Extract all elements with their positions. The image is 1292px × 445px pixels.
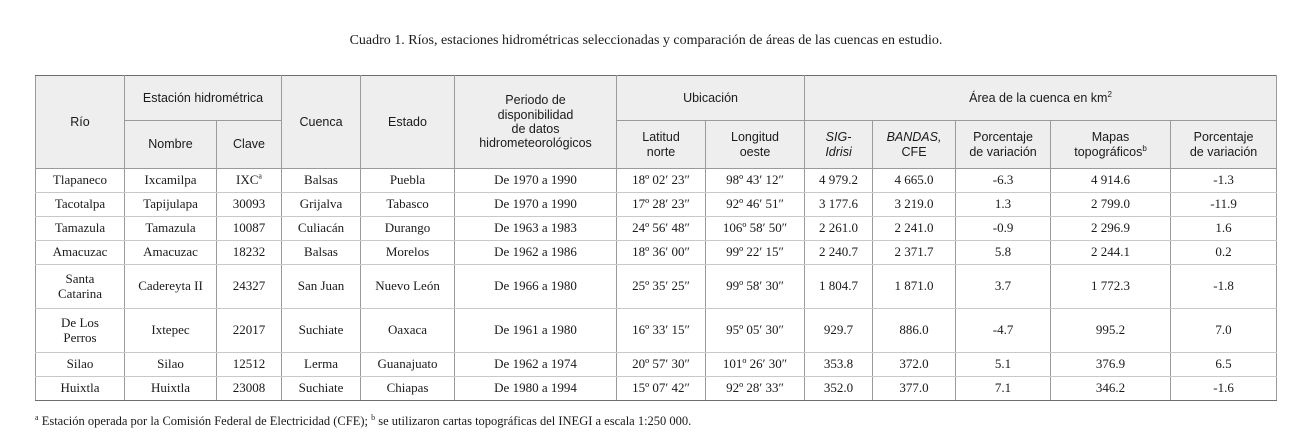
text-fragment: de datos [511,122,560,136]
text-fragment: De Los [61,314,99,330]
text-fragment: de variación [1189,144,1258,159]
text-fragment: a [258,171,262,181]
cell-cuenca: Culiacán [282,217,361,241]
cell-clave: 23008 [217,377,282,401]
cell-estado: Oaxaca [361,309,455,353]
cell-porcentaje-variacion-1: -4.7 [956,309,1051,353]
text-fragment: Longitud [731,130,779,145]
cell-nombre: Tapijulapa [125,193,217,217]
header-row-1 [36,76,1277,121]
cell-estado: Tabasco [361,193,455,217]
cell-cuenca: San Juan [282,265,361,309]
cell-cuenca: Balsas [282,241,361,265]
header-mapas [1051,121,1171,169]
cell-porcentaje-variacion-1: 5.8 [956,241,1051,265]
cell-periodo: De 1961 a 1980 [455,309,617,353]
header-bandas [873,121,956,169]
cell-sig-idrisi: 3 177.6 [805,193,873,217]
text-fragment: se utilizaron cartas topográficas del INEGI a escala 1:250 000. [375,414,692,428]
cell-mapas-topograficos: 4 914.6 [1051,169,1171,193]
cell-latitud: 25º 35′ 25″ [617,265,706,309]
cell-bandas-cfe: 2 241.0 [873,217,956,241]
cell-rio [36,265,125,309]
header-sig-idrisi [805,121,873,169]
cell-estado: Durango [361,217,455,241]
cell-periodo: De 1970 a 1990 [455,169,617,193]
cell-longitud: 106º 58′ 50″ [706,217,805,241]
header-estacion: Estación hidrométrica [125,76,282,121]
cell-porcentaje-variacion-2: 1.6 [1171,217,1277,241]
cell-bandas-cfe: 886.0 [873,309,956,353]
table-row [36,377,1277,401]
text-fragment: Periodo de [505,93,566,108]
cell-latitud: 20º 57′ 30″ [617,353,706,377]
cell-rio [36,309,125,353]
cell-periodo: De 1963 a 1983 [455,217,617,241]
cell-latitud: 15º 07′ 42″ [617,377,706,401]
table-row [36,309,1277,353]
cell-mapas-topograficos: 2 296.9 [1051,217,1171,241]
header-clave: Clave [217,121,282,169]
cell-mapas-topograficos: 995.2 [1051,309,1171,353]
cell-porcentaje-variacion-1: -6.3 [956,169,1051,193]
table-row [36,265,1277,309]
cell-bandas-cfe: 2 371.7 [873,241,956,265]
cell-porcentaje-variacion-1: 5.1 [956,353,1051,377]
table-row [36,353,1277,377]
text-fragment: Catarina [57,285,103,301]
cell-clave [217,169,282,193]
text-fragment: a [35,412,39,422]
cell-estado: Chiapas [361,377,455,401]
cell-longitud: 95º 05′ 30″ [706,309,805,353]
table-caption: Cuadro 1. Ríos, estaciones hidrométricas seleccionadas y comparación de áreas de las cuencas en estudio. [349,33,943,48]
cell-estado: Guanajuato [361,353,455,377]
cell-bandas-cfe: 372.0 [873,353,956,377]
text-fragment: SIG- [825,130,852,145]
cell-mapas-topograficos: 2 244.1 [1051,241,1171,265]
cell-mapas-topograficos: 376.9 [1051,353,1171,377]
cell-longitud: 98º 43′ 12″ [706,169,805,193]
cell-nombre: Tamazula [125,217,217,241]
table-row [36,193,1277,217]
cell-longitud: 92º 46′ 51″ [706,193,805,217]
cell-clave: 18232 [217,241,282,265]
cell-bandas-cfe: 1 871.0 [873,265,956,309]
header-porcentaje-1 [956,121,1051,169]
header-row-2 [36,121,1277,169]
cell-cuenca: Lerma [282,353,361,377]
cell-sig-idrisi: 1 804.7 [805,265,873,309]
cell-porcentaje-variacion-2: 0.2 [1171,241,1277,265]
text-fragment: IXC [236,172,259,188]
cell-nombre: Cadereyta II [125,265,217,309]
cell-longitud: 101º 26′ 30″ [706,353,805,377]
cell-rio: Silao [36,353,125,377]
text-fragment: oeste [739,144,771,159]
cell-periodo: De 1962 a 1986 [455,241,617,265]
cell-cuenca: Suchiate [282,377,361,401]
cell-porcentaje-variacion-2: 6.5 [1171,353,1277,377]
cell-cuenca: Suchiate [282,309,361,353]
header-area [805,76,1277,121]
cell-clave: 22017 [217,309,282,353]
text-fragment: hidrometeorológicos [479,136,592,151]
cell-rio: Huixtla [36,377,125,401]
cell-longitud: 99º 22′ 15″ [706,241,805,265]
cell-estado: Morelos [361,241,455,265]
cell-porcentaje-variacion-2: -1.6 [1171,377,1277,401]
text-fragment: Mapas [1091,130,1130,145]
header-nombre: Nombre [125,121,217,169]
cell-mapas-topograficos: 1 772.3 [1051,265,1171,309]
cell-porcentaje-variacion-2: -1.3 [1171,169,1277,193]
cell-sig-idrisi: 353.8 [805,353,873,377]
cell-porcentaje-variacion-1: -0.9 [956,217,1051,241]
text-fragment: BANDAS, [886,130,942,145]
cell-latitud: 24º 56′ 48″ [617,217,706,241]
text-fragment: disponibilidad [497,107,574,122]
cell-latitud: 17º 28′ 23″ [617,193,706,217]
text-fragment: Idrisi [825,144,852,159]
text-fragment: topográficos [1074,144,1143,159]
cell-bandas-cfe: 377.0 [873,377,956,401]
cell-longitud: 92º 28′ 33″ [706,377,805,401]
header-ubicacion: Ubicación [617,76,805,121]
cell-latitud: 16º 33′ 15″ [617,309,706,353]
text-fragment: de variación [969,144,1037,159]
cell-estado: Puebla [361,169,455,193]
header-rio: Río [36,76,125,169]
cell-mapas-topograficos: 346.2 [1051,377,1171,401]
cell-latitud: 18º 02′ 23″ [617,169,706,193]
text-fragment: Porcentaje [973,130,1033,145]
header-cuenca: Cuenca [282,76,361,169]
cell-porcentaje-variacion-1: 1.3 [956,193,1051,217]
cell-rio: Amacuzac [36,241,125,265]
cell-porcentaje-variacion-2: -11.9 [1171,193,1277,217]
cell-porcentaje-variacion-2: 7.0 [1171,309,1277,353]
text-fragment: 2 [1107,89,1112,99]
cell-periodo: De 1962 a 1974 [455,353,617,377]
text-fragment: b [371,412,376,422]
cell-periodo: De 1966 a 1980 [455,265,617,309]
text-fragment: Santa [65,270,95,286]
table-row [36,217,1277,241]
cell-sig-idrisi: 352.0 [805,377,873,401]
cell-bandas-cfe: 4 665.0 [873,169,956,193]
cell-nombre: Ixtepec [125,309,217,353]
cell-nombre: Amacuzac [125,241,217,265]
header-porcentaje-2 [1171,121,1277,169]
text-fragment: Porcentaje [1193,130,1254,145]
cell-sig-idrisi: 929.7 [805,309,873,353]
text-fragment: Área de la cuenca en km [969,90,1108,105]
header-periodo [455,76,617,169]
cell-cuenca: Grijalva [282,193,361,217]
cell-porcentaje-variacion-1: 7.1 [956,377,1051,401]
cell-rio: Tacotalpa [36,193,125,217]
cell-clave: 10087 [217,217,282,241]
cell-nombre: Ixcamilpa [125,169,217,193]
cell-sig-idrisi: 2 261.0 [805,217,873,241]
cell-rio: Tamazula [36,217,125,241]
text-fragment: b [1142,143,1147,153]
table-footnote [35,414,691,429]
table-row [36,169,1277,193]
cell-latitud: 18º 36′ 00″ [617,241,706,265]
header-estado: Estado [361,76,455,169]
header-latitud [617,121,706,169]
cell-rio: Tlapaneco [36,169,125,193]
text-fragment: CFE [901,144,927,159]
text-fragment: Estación operada por la Comisión Federal de Electricidad (CFE); [38,414,372,428]
cell-periodo: De 1970 a 1990 [455,193,617,217]
cell-periodo: De 1980 a 1994 [455,377,617,401]
cell-nombre: Huixtla [125,377,217,401]
text-fragment: Perros [63,329,97,345]
cell-sig-idrisi: 4 979.2 [805,169,873,193]
cell-mapas-topograficos: 2 799.0 [1051,193,1171,217]
cell-nombre: Silao [125,353,217,377]
cell-cuenca: Balsas [282,169,361,193]
table-row [36,241,1277,265]
cell-bandas-cfe: 3 219.0 [873,193,956,217]
cell-clave: 30093 [217,193,282,217]
text-fragment: norte [646,144,676,159]
cell-clave: 12512 [217,353,282,377]
cell-longitud: 99º 58′ 30″ [706,265,805,309]
header-longitud [706,121,805,169]
cell-clave: 24327 [217,265,282,309]
cell-porcentaje-variacion-1: 3.7 [956,265,1051,309]
text-fragment: Latitud [642,130,680,145]
data-table [35,75,1277,401]
cell-porcentaje-variacion-2: -1.8 [1171,265,1277,309]
cell-estado: Nuevo León [361,265,455,309]
cell-sig-idrisi: 2 240.7 [805,241,873,265]
